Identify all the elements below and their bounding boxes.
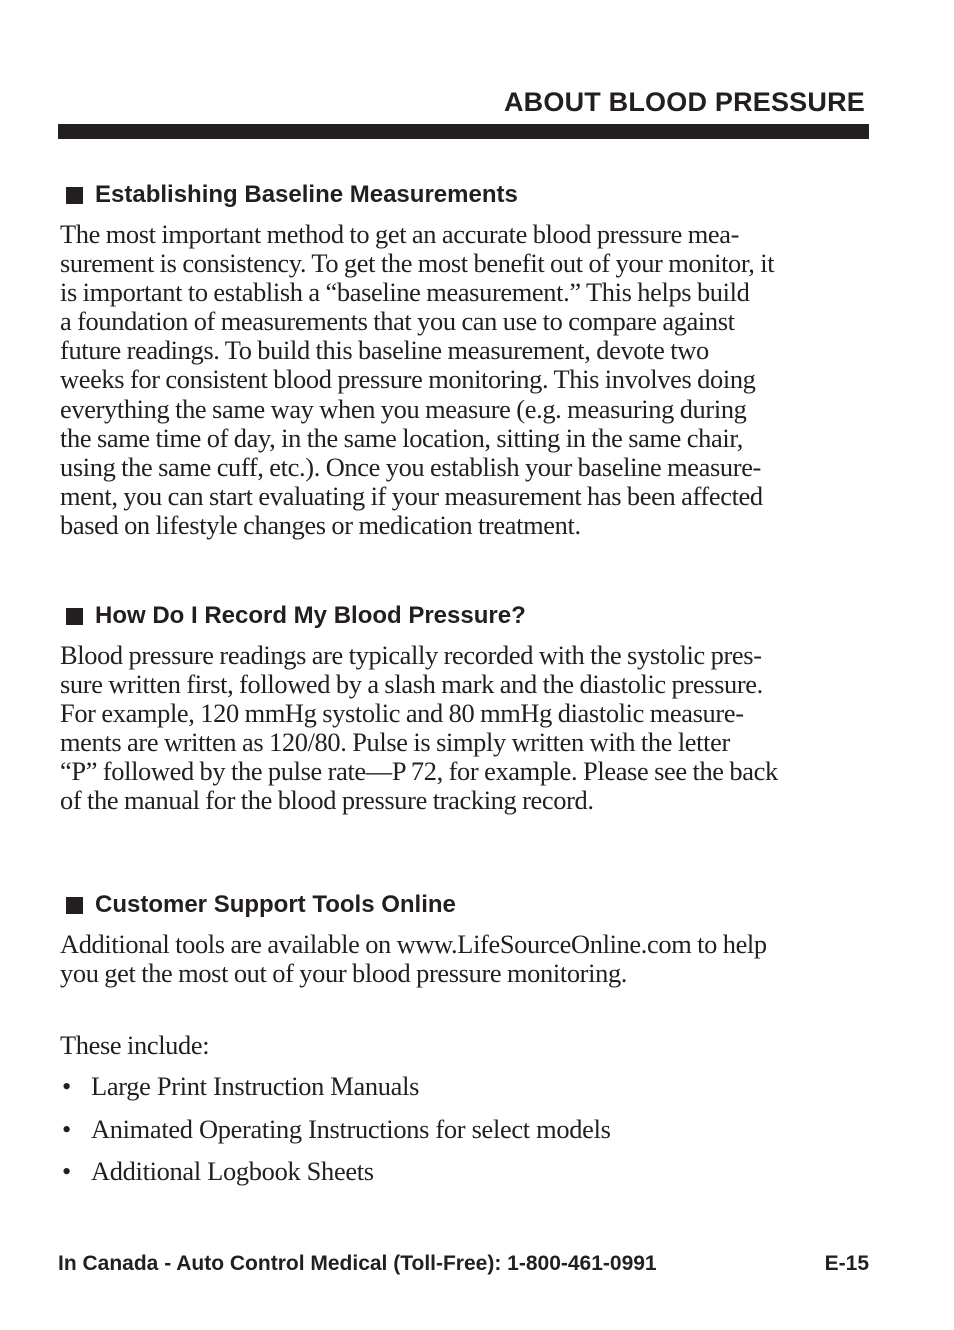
list-item-text: Additional Logbook Sheets — [91, 1156, 374, 1187]
text-line: The most important method to get an accurate blood pressure mea- — [60, 219, 740, 249]
text-line: you get the most out of your blood pressure monitoring. — [60, 958, 628, 989]
section-body — [60, 930, 870, 988]
header-rule — [58, 124, 869, 139]
page-title: ABOUT BLOOD PRESSURE — [503, 87, 865, 117]
text-line: future readings. To build this baseline measurement, devote two — [60, 335, 709, 366]
text-line: a foundation of measurements that you can use to compare against — [60, 306, 735, 337]
square-bullet-icon — [66, 187, 83, 204]
footer-contact: In Canada - Auto Control Medical (Toll-Free): 1-800-461-0991 — [58, 1252, 657, 1275]
section-heading-text: Customer Support Tools Online — [95, 891, 456, 918]
list-item — [60, 1115, 870, 1144]
text-line: is important to establish a “baseline measurement.” This helps build — [60, 277, 750, 308]
text-line: ment, you can start evaluating if your measurement has been affected — [60, 480, 763, 511]
bullet-icon: • — [62, 1156, 71, 1187]
square-bullet-icon — [66, 608, 83, 625]
text-line: based on lifestyle changes or medication treatment. — [60, 509, 581, 540]
text-line: of the manual for the blood pressure tracking record. — [60, 785, 594, 816]
text-line: “P” followed by the pulse rate—P 72, for example. Please see the back — [60, 756, 778, 787]
list-item — [60, 1072, 870, 1101]
list-item-text: Large Print Instruction Manuals — [91, 1071, 420, 1102]
page-footer — [58, 1252, 869, 1276]
text-line: ments are written as 120/80. Pulse is simply written with the letter — [60, 727, 730, 758]
text-line: Blood pressure readings are typically recorded with the systolic pres- — [60, 640, 762, 670]
text-line: Additional tools are available on www.LifeSourceOnline.com to help — [60, 929, 767, 959]
square-bullet-icon — [66, 897, 83, 914]
section-heading — [60, 601, 870, 631]
page-number: E-15 — [824, 1252, 869, 1275]
section-heading — [60, 890, 870, 920]
text-line: everything the same way when you measure (e.g. measuring during — [60, 393, 747, 424]
section-record — [60, 601, 870, 816]
text-line: For example, 120 mmHg systolic and 80 mmHg diastolic measure- — [60, 698, 744, 729]
text-line: weeks for consistent blood pressure monitoring. This involves doing — [60, 364, 756, 395]
support-tools-list — [60, 1072, 870, 1186]
text-line: sure written first, followed by a slash mark and the diastolic pressure. — [60, 669, 763, 700]
list-intro: These include: — [60, 1030, 210, 1061]
bullet-icon: • — [62, 1071, 71, 1102]
section-body — [60, 641, 870, 816]
section-baseline — [60, 180, 870, 540]
list-item — [60, 1157, 870, 1186]
section-heading-text: How Do I Record My Blood Pressure? — [95, 602, 526, 629]
section-heading — [60, 180, 870, 210]
text-line: using the same cuff, etc.). Once you establish your baseline measure- — [60, 451, 761, 482]
section-support — [60, 890, 870, 1200]
text-line: the same time of day, in the same location, sitting in the same chair, — [60, 422, 743, 453]
text-line: surement is consistency. To get the most benefit out of your monitor, it — [60, 248, 775, 279]
list-item-text: Animated Operating Instructions for select models — [91, 1113, 611, 1144]
section-heading-text: Establishing Baseline Measurements — [95, 181, 518, 208]
section-body — [60, 220, 870, 540]
bullet-icon: • — [62, 1113, 71, 1144]
